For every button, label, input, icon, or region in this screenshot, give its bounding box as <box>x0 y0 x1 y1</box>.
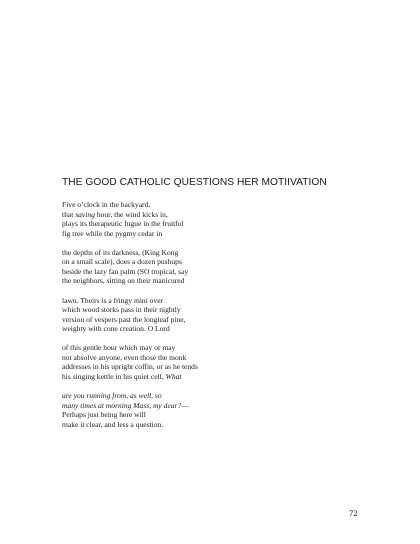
italic-text: saving <box>75 209 95 219</box>
poem-line <box>62 343 198 353</box>
poem-line <box>62 248 198 258</box>
poem-line <box>62 276 198 286</box>
poem-line <box>62 420 198 430</box>
poem-stanza <box>62 343 198 381</box>
line-text: addresses in his upright coffin, or as he tends <box>62 362 198 372</box>
poem-stanza <box>62 248 198 286</box>
line-text: Perhaps just being here will <box>62 410 146 420</box>
poem-line <box>62 362 198 372</box>
line-text: his singing kettle in his quiet cell, <box>62 371 166 381</box>
poem-line <box>62 267 198 277</box>
poem-line <box>62 296 198 306</box>
poem-stanza <box>62 296 198 334</box>
poem-body <box>62 200 198 439</box>
line-text: which wood storks pass in their nightly <box>62 305 181 315</box>
line-text: of this gentle hour which may or may <box>62 343 176 353</box>
poem-line <box>62 210 198 220</box>
poem-line <box>62 324 198 334</box>
poem-line <box>62 257 198 267</box>
line-text: — <box>181 400 189 410</box>
line-text: lawn. Theirs is a fringy mini over <box>62 295 164 305</box>
line-text: Five o’clock in the backyard, <box>62 200 151 209</box>
line-text: beside the lazy fan palm (SO tropical, say <box>62 266 189 276</box>
line-text: the depths of its darkness, (King Kong <box>62 247 179 257</box>
poem-line <box>62 353 198 363</box>
poem-title: THE GOOD CATHOLIC QUESTIONS HER MOTIIVATION <box>62 177 327 188</box>
line-text: hour, the wind kicks in, <box>94 209 168 219</box>
poem-line <box>62 372 198 382</box>
poem-line <box>62 305 198 315</box>
poem-line <box>62 219 198 229</box>
italic-text: many times at morning Mass, my dear? <box>62 400 182 410</box>
poem-line <box>62 315 198 325</box>
italic-text: are you running from, as well, so <box>62 391 162 401</box>
poem-line <box>62 229 198 239</box>
line-text: on a small scale), does a dozen pushups <box>62 257 182 267</box>
poem-stanza <box>62 200 198 238</box>
line-text: version of vespers past the longleaf pine, <box>62 314 186 324</box>
italic-text: What <box>165 371 182 381</box>
poem-line <box>62 410 198 420</box>
poem-line <box>62 401 198 411</box>
page-number: 72 <box>349 508 358 518</box>
line-text: not absolve anyone, even those the monk <box>62 352 187 362</box>
poem-stanza <box>62 391 198 429</box>
line-text: fig tree while the pygmy cedar in <box>62 228 163 238</box>
line-text: weighty with cone creation. O Lord <box>62 324 170 334</box>
poem-line <box>62 200 198 210</box>
line-text: the neighbors, sitting on their manicured <box>62 276 185 286</box>
poem-line <box>62 391 198 401</box>
line-text: make it clear, and less a question. <box>62 419 164 429</box>
line-text: plays its therapeutic fugue in the fruitful <box>62 219 184 229</box>
line-text: that <box>62 209 76 219</box>
